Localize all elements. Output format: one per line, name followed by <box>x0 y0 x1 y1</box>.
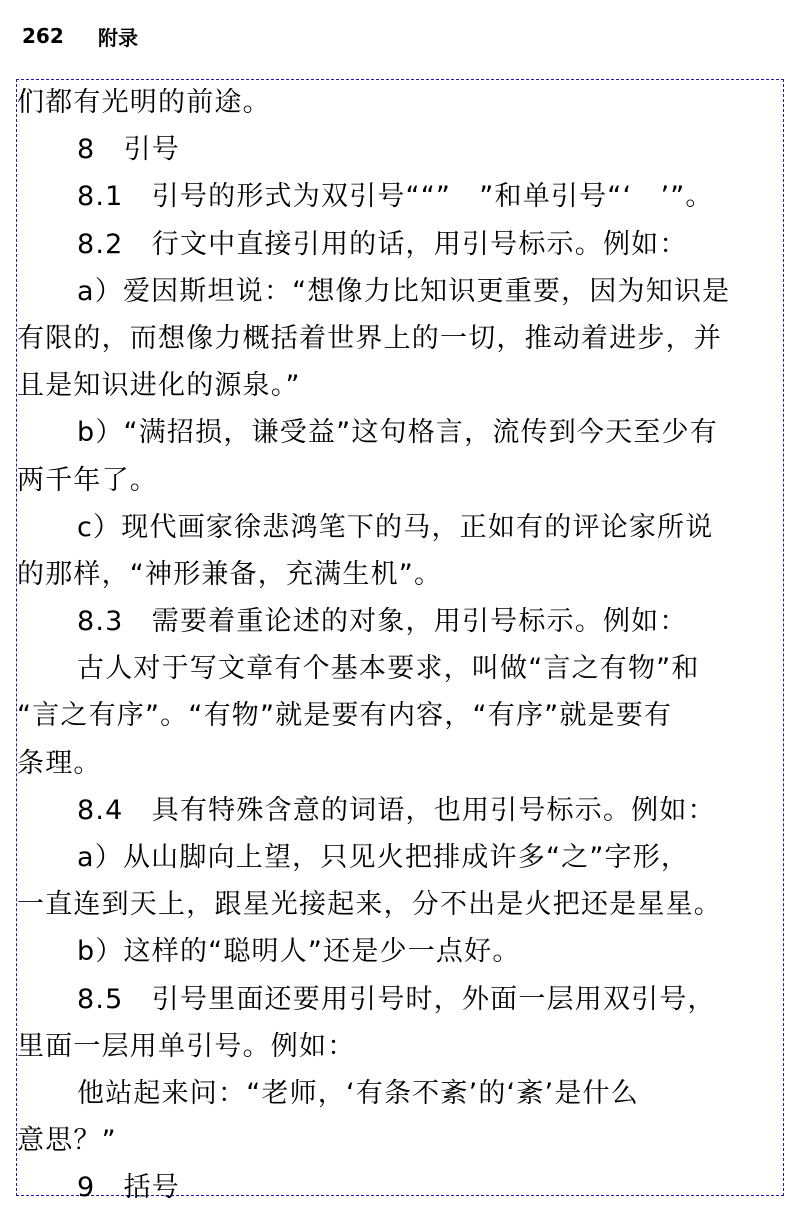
text-line: 8.1 引号的形式为双引号““” ”和单引号“‘ ’”。 <box>77 181 714 213</box>
text-line: 8.5 引号里面还要用引号时，外面一层用双引号， <box>77 983 716 1015</box>
text-line: 8 引号 <box>77 134 180 166</box>
section-title: 附录 <box>98 25 138 50</box>
text-line: 有限的，而想像力概括着世界上的一切，推动着进步，并 <box>17 322 722 354</box>
text-line: 意思？” <box>17 1125 117 1157</box>
text-line: b）“满招损，谦受益”这句格言，流传到今天至少有 <box>77 417 718 449</box>
text-line: “言之有序”。“有物”就是要有内容，“有序”就是要有 <box>17 700 673 732</box>
text-line: 两千年了。 <box>17 464 158 496</box>
text-line: 8.3 需要着重论述的对象，用引号标示。例如： <box>77 606 688 638</box>
text-line: 里面一层用单引号。例如： <box>17 1030 356 1062</box>
page-header <box>22 18 138 54</box>
text-line: c）现代画家徐悲鸿笔下的马，正如有的评论家所说 <box>77 511 714 543</box>
text-line: a）爱因斯坦说：“想像力比知识更重要，因为知识是 <box>77 275 731 307</box>
page-number: 262 <box>22 24 64 48</box>
text-line: 9 括号 <box>77 1172 180 1204</box>
body-text <box>17 79 789 1212</box>
text-line: 古人对于写文章有个基本要求，叫做“言之有物”和 <box>77 653 700 685</box>
text-line: 们都有光明的前途。 <box>17 87 271 118</box>
text-line: b）这样的“聪明人”还是少一点好。 <box>77 936 521 968</box>
text-line: 8.2 行文中直接引用的话，用引号标示。例如： <box>77 228 688 260</box>
text-line: a）从山脚向上望，只见火把排成许多“之”字形， <box>77 842 690 873</box>
text-line: 条理。 <box>17 747 102 779</box>
text-line: 且是知识进化的源泉。” <box>17 370 301 402</box>
text-line: 的那样，“神形兼备，充满生机”。 <box>17 558 443 590</box>
text-line: 8.4 具有特殊含意的词语，也用引号标示。例如： <box>77 794 716 826</box>
text-line: 一直连到天上，跟星光接起来，分不出是火把还是星星。 <box>17 889 722 921</box>
text-line: 他站起来问：“老师，‘有条不紊’的‘紊’是什么 <box>77 1077 639 1109</box>
